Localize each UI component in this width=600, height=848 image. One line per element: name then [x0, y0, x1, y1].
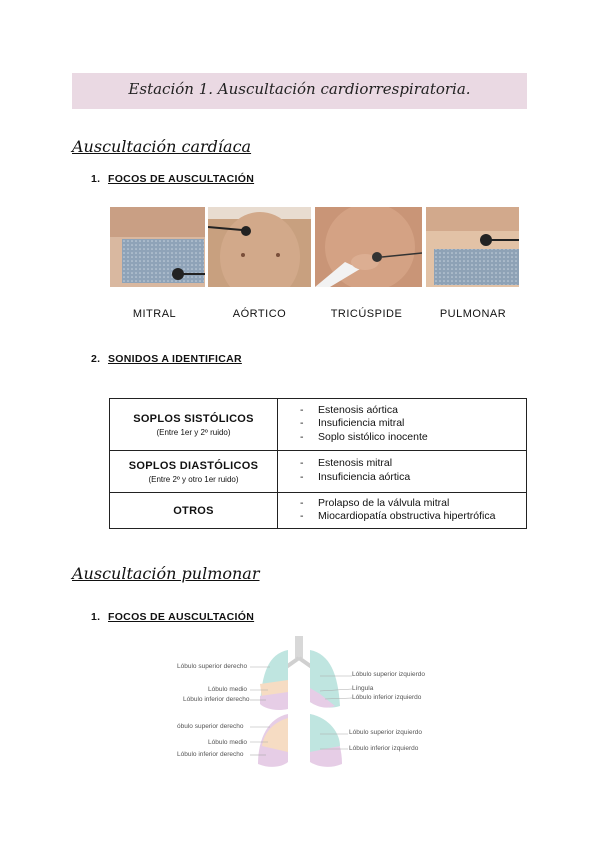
tricuspid-photo	[315, 207, 422, 287]
table-row	[110, 399, 527, 451]
title-band	[72, 73, 527, 109]
list-item: - Soplo sistólico inocente	[300, 430, 428, 443]
lung-label: Língula	[352, 685, 374, 692]
lung-label: Lóbulo inferior derecho	[177, 751, 244, 758]
sounds-table	[109, 398, 527, 529]
list-label: SONIDOS A IDENTIFICAR	[108, 353, 242, 365]
list-item: - Estenosis mitral	[300, 457, 393, 469]
mitral-photo	[110, 207, 205, 287]
pulmonary-focos-heading	[91, 611, 254, 623]
table-row	[110, 493, 527, 529]
lung-label: Lóbulo medio	[208, 686, 248, 693]
pulmonary-heading: Auscultación pulmonar	[72, 564, 260, 583]
lung-label: Lóbulo inferior izquierdo	[352, 694, 422, 701]
cardiac-sonidos-heading	[91, 353, 242, 365]
row-label-cell	[110, 493, 278, 529]
item-text: Estenosis aórtica	[318, 403, 398, 416]
row-items-cell	[278, 451, 527, 493]
lung-label: Lóbulo inferior izquierdo	[349, 745, 419, 752]
list-item: - Insuficiencia aórtica	[300, 470, 411, 483]
caption-mitral: MITRAL	[132, 308, 177, 320]
list-label: FOCOS DE AUSCULTACIÓN	[108, 173, 255, 185]
item-text: Prolapso de la válvula mitral	[318, 496, 450, 509]
lung-label: Lóbulo medio	[208, 739, 248, 746]
lung-label: Lóbulo superior izquierdo	[352, 671, 425, 678]
cardiac-heading: Auscultación cardíaca	[72, 137, 252, 156]
row-sublabel: (Entre 2º y otro 1er ruido)	[148, 474, 239, 484]
lung-label: Lóbulo superior derecho	[177, 663, 248, 670]
caption-aortic: AÓRTICO	[232, 308, 287, 320]
caption-pulmonary: PULMONAR	[439, 308, 507, 320]
row-label: OTROS	[173, 504, 214, 517]
item-text: Insuficiencia aórtica	[318, 470, 411, 483]
row-label-cell	[110, 399, 278, 451]
aortic-photo	[208, 207, 311, 287]
lung-label: Lóbulo inferior derecho	[183, 696, 250, 703]
list-item: - Insuficiencia mitral	[300, 417, 405, 430]
list-label: FOCOS DE AUSCULTACIÓN	[108, 611, 255, 623]
row-items-cell	[278, 493, 527, 529]
cardiac-focos-heading	[91, 173, 254, 185]
item-text: Miocardiopatía obstructiva hipertrófica	[318, 510, 496, 522]
list-number: 1.	[91, 173, 101, 185]
list-item: - Estenosis aórtica	[300, 403, 398, 416]
list-item: - Prolapso de la válvula mitral	[300, 496, 450, 509]
lung-label: óbulo superior derecho	[177, 723, 244, 730]
item-text: Insuficiencia mitral	[318, 417, 405, 430]
page-title: Estación 1. Auscultación cardiorrespiratoria.	[128, 80, 471, 98]
list-item: - Miocardiopatía obstructiva hipertrófica	[300, 510, 496, 522]
list-number: 2.	[91, 353, 101, 365]
lung-label: Lóbulo superior izquierdo	[349, 729, 422, 736]
row-items-cell	[278, 399, 527, 451]
row-label: SOPLOS DIASTÓLICOS	[128, 459, 259, 472]
caption-tricuspid: TRICÚSPIDE	[330, 308, 403, 320]
list-number: 1.	[91, 611, 101, 623]
row-sublabel: (Entre 1er y 2º ruido)	[156, 427, 231, 437]
row-label-cell	[110, 451, 278, 493]
pulmonary-photo	[426, 207, 519, 287]
table-row	[110, 451, 527, 493]
item-text: Soplo sistólico inocente	[318, 430, 428, 443]
row-label: SOPLOS SISTÓLICOS	[133, 412, 254, 425]
item-text: Estenosis mitral	[318, 457, 393, 469]
